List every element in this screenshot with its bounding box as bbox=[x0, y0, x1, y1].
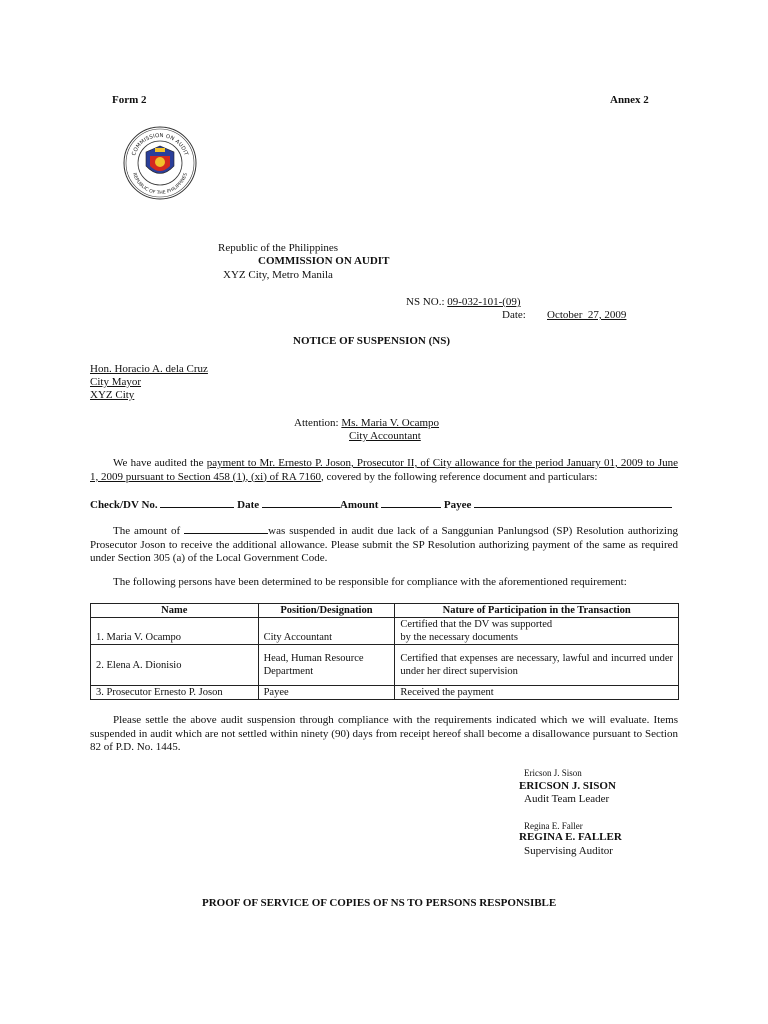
seal-text-bottom: REPUBLIC OF THE PHILIPPINES bbox=[131, 172, 189, 197]
amount-label: Amount bbox=[339, 499, 379, 511]
signature-1: Ericson J. Sison bbox=[524, 768, 582, 778]
table-row bbox=[91, 686, 679, 700]
coa-seal bbox=[123, 126, 197, 200]
suspension-paragraph-lead: The amount of bbox=[113, 525, 185, 537]
table-header-row bbox=[91, 604, 679, 618]
audit-paragraph bbox=[90, 457, 678, 484]
signature-2: Regina E. Faller bbox=[524, 821, 583, 831]
date-blank bbox=[262, 497, 340, 508]
responsible-intro: The following persons have been determined to be responsible for compliance with the aforementioned requirement: bbox=[113, 576, 627, 588]
suspension-paragraph bbox=[90, 523, 678, 566]
signatory-2-title: Supervising Auditor bbox=[524, 845, 613, 857]
table-row bbox=[91, 645, 679, 686]
agency-country: Republic of the Philippines bbox=[218, 242, 339, 254]
page-title: NOTICE OF SUSPENSION (NS) bbox=[293, 335, 450, 347]
person-position: City Accountant bbox=[258, 618, 395, 645]
column-header-name: Name bbox=[91, 604, 259, 618]
person-name: 3. Prosecutor Ernesto P. Joson bbox=[91, 686, 259, 700]
person-position: Payee bbox=[258, 686, 395, 700]
signatory-1-title: Audit Team Leader bbox=[524, 793, 610, 805]
person-participation: Certified that expenses are necessary, lawful and incurred under under her direct supervision bbox=[395, 645, 679, 686]
date-value: October 27, 2009 bbox=[547, 309, 627, 321]
ns-number-row bbox=[406, 296, 521, 308]
annex-label: Annex 2 bbox=[610, 94, 649, 106]
audit-paragraph-subject: payment to Mr. Ernesto P. Joson, Prosecutor II, of City allowance for the period January 01, 2009 to June 1, 2009 pursuant to Section 458 (1), (xi) of RA 7160 bbox=[90, 457, 679, 483]
ns-number-value: 09-032-101-(09) bbox=[447, 296, 521, 308]
person-position: Head, Human Resource Department bbox=[258, 645, 395, 686]
addressee-city: XYZ City bbox=[90, 389, 135, 401]
payee-label: Payee bbox=[443, 499, 472, 511]
form-label: Form 2 bbox=[112, 94, 147, 106]
seal-icon bbox=[123, 126, 197, 200]
settlement-paragraph: Please settle the above audit suspension through compliance with the requirements indicated which we will evaluate. Items suspended in audit which are not settled within ninety (90) days from receipt hereof shall become a disallowance pursuant to Section 82 of P.D. No. 1445. bbox=[90, 714, 678, 753]
check-dv-blank bbox=[160, 497, 234, 508]
column-header-position: Position/Designation bbox=[258, 604, 395, 618]
check-dv-label: Check/DV No. bbox=[90, 499, 158, 511]
column-header-participation: Nature of Participation in the Transaction bbox=[395, 604, 679, 618]
date-field-label: Date bbox=[237, 499, 260, 511]
amount-blank bbox=[381, 497, 441, 508]
person-name: 2. Elena A. Dionisio bbox=[91, 645, 259, 686]
agency-name: COMMISSION ON AUDIT bbox=[258, 255, 390, 267]
particulars-row bbox=[90, 497, 680, 511]
signatory-2-name: REGINA E. FALLER bbox=[519, 831, 622, 843]
audit-paragraph-tail: , covered by the following reference document and particulars: bbox=[320, 470, 598, 483]
ns-number-label: NS NO.: bbox=[406, 296, 445, 308]
attention-name: Ms. Maria V. Ocampo bbox=[341, 417, 440, 429]
attention-position: City Accountant bbox=[349, 430, 421, 442]
proof-of-service-title: PROOF OF SERVICE OF COPIES OF NS TO PERSONS RESPONSIBLE bbox=[202, 897, 557, 909]
attention-label: Attention: bbox=[294, 417, 339, 429]
person-participation: Certified that the DV was supported by the necessary documents bbox=[395, 618, 679, 645]
attention-row bbox=[294, 417, 439, 429]
payee-blank bbox=[474, 497, 672, 508]
agency-address: XYZ City, Metro Manila bbox=[223, 269, 333, 281]
person-participation: Received the payment bbox=[395, 686, 679, 700]
date-label: Date: bbox=[502, 309, 526, 321]
seal-text-top: COMMISSION ON AUDIT bbox=[131, 132, 189, 157]
responsible-persons-table bbox=[90, 603, 679, 700]
audit-paragraph-lead: We have audited the bbox=[113, 457, 207, 469]
signatory-1-name: ERICSON J. SISON bbox=[519, 780, 616, 792]
addressee-position: City Mayor bbox=[90, 376, 142, 388]
addressee-name: Hon. Horacio A. dela Cruz bbox=[90, 363, 208, 375]
person-name: 1. Maria V. Ocampo bbox=[91, 618, 259, 645]
table-row bbox=[91, 618, 679, 645]
amount-suspended-blank bbox=[184, 523, 268, 534]
suspension-paragraph-tail: was suspended in audit due lack of a Sanggunian Panlungsod (SP) Resolution authorizing Prosecutor Joson to receive the additional allowance. Please submit the SP Resolution authorizing payment of the same as required under Section 305 (a) of the Local Government Code. bbox=[90, 525, 678, 564]
